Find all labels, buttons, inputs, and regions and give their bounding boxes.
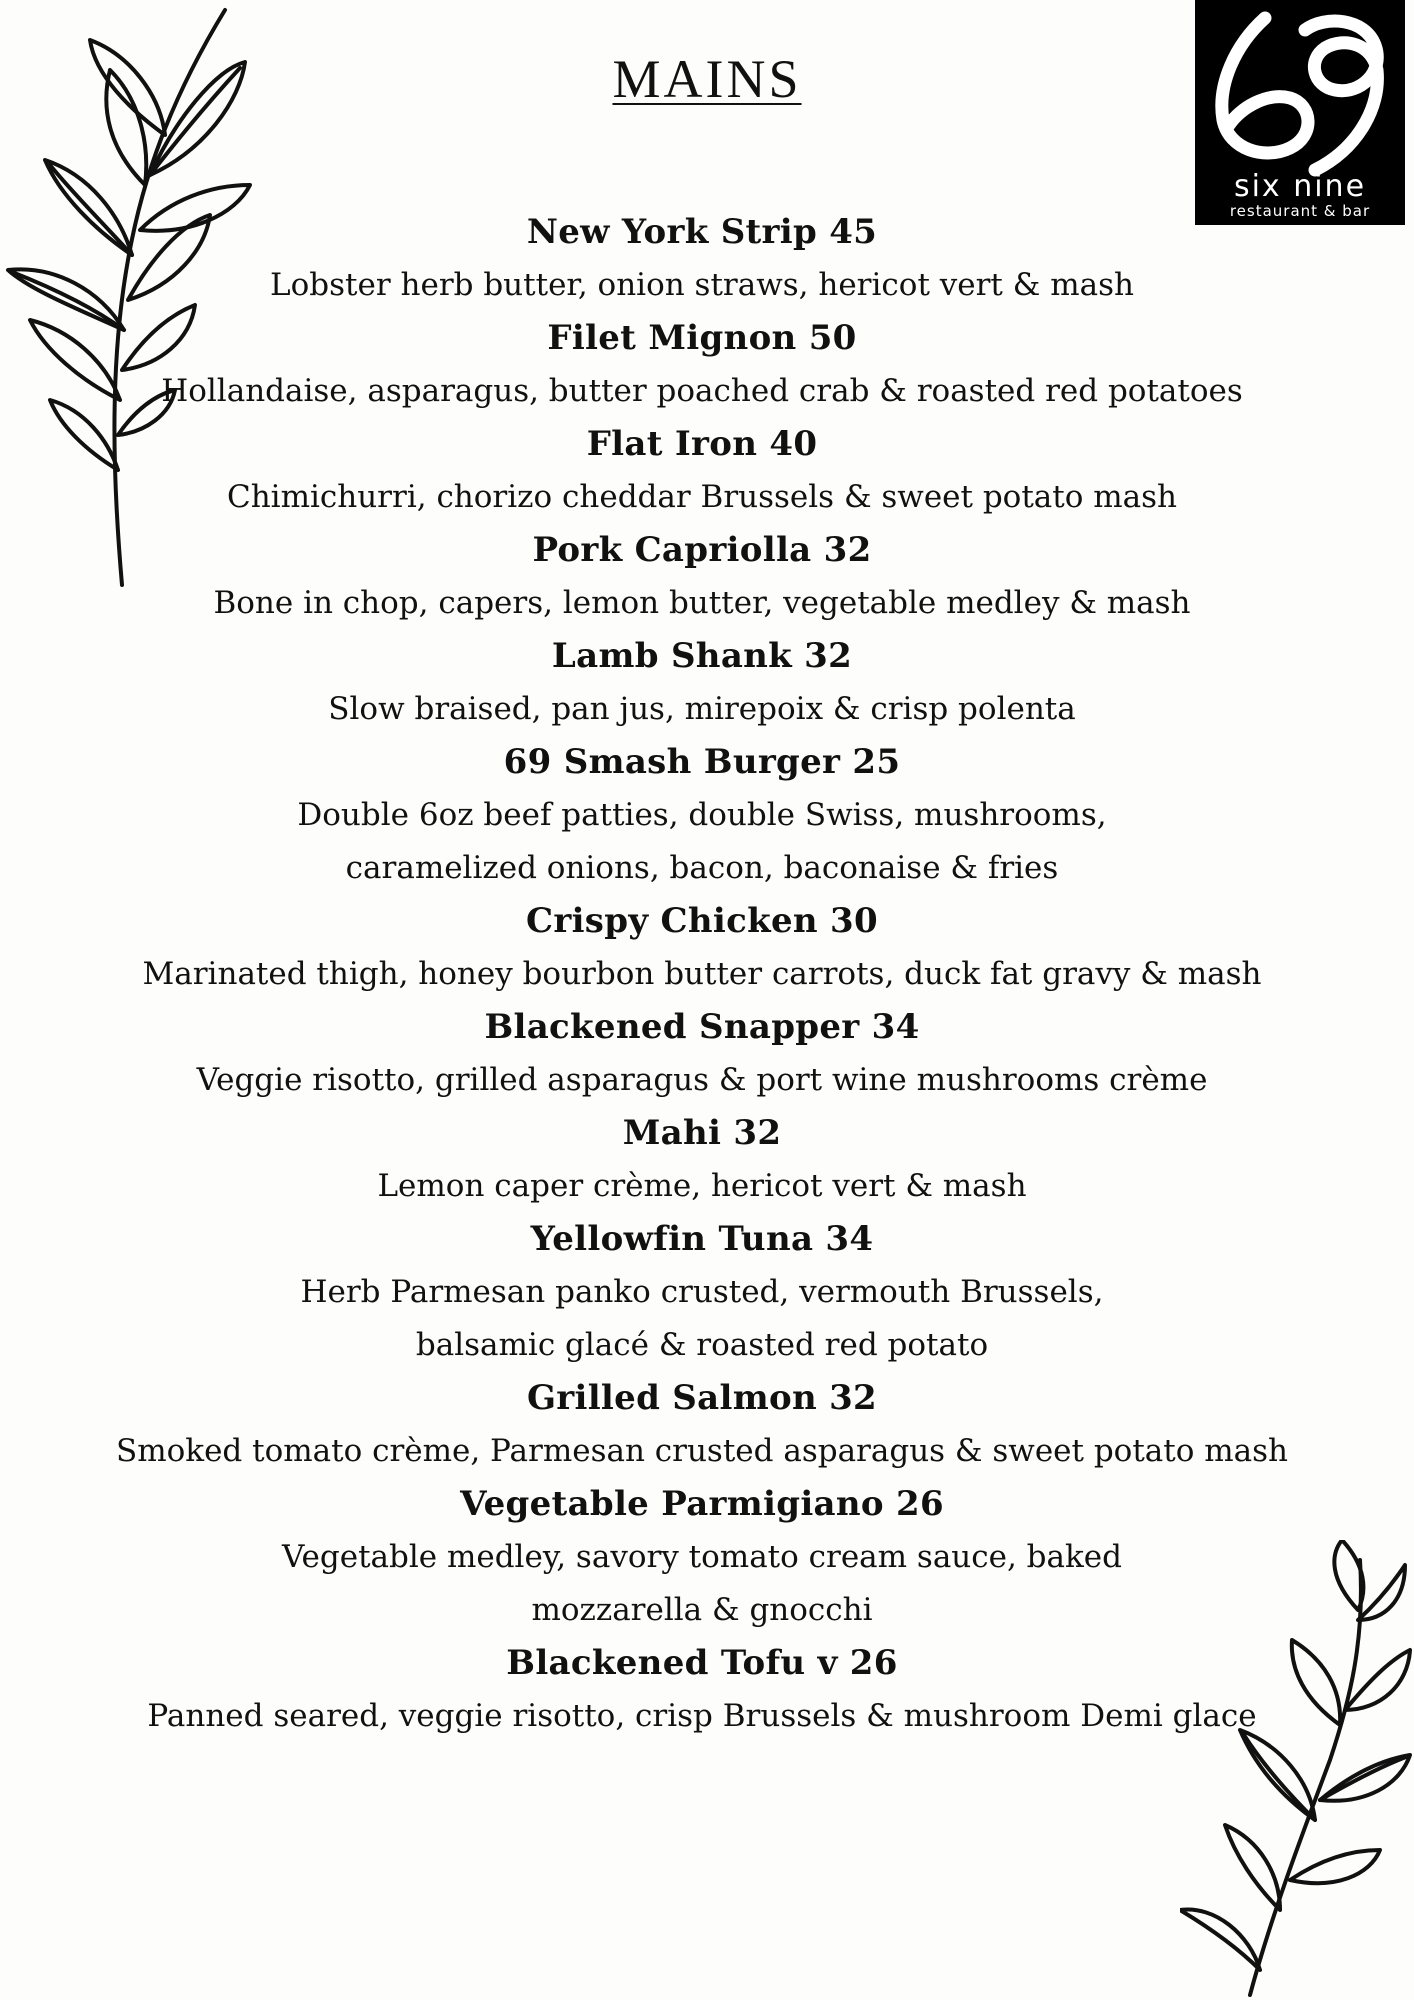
logo-69-icon (1195, 0, 1405, 225)
menu-item-description: Lemon caper crème, hericot vert & mash (377, 1168, 1027, 1204)
logo-tagline: restaurant & bar (1229, 202, 1371, 220)
menu-item (90, 312, 1314, 418)
menu-item-name: Pork Capriolla 32 (532, 530, 872, 570)
menu-item (90, 1001, 1314, 1107)
menu-item-description: Chimichurri, chorizo cheddar Brussels & sweet potato mash (226, 479, 1178, 515)
menu-item (90, 1213, 1314, 1372)
menu-item-name: Flat Iron 40 (586, 424, 818, 464)
menu-item (90, 206, 1314, 312)
menu-item-name: Yellowfin Tuna 34 (530, 1219, 874, 1259)
menu-item-description: Panned seared, veggie risotto, crisp Brussels & mushroom Demi glace (147, 1698, 1257, 1734)
menu-item-description: Vegetable medley, savory tomato cream sauce, baked mozzarella & gnocchi (282, 1539, 1122, 1628)
leaf-branch-right-icon (1180, 1540, 1414, 2000)
menu-item-description: Bone in chop, capers, lemon butter, vegetable medley & mash (213, 585, 1191, 621)
menu-item-description: Herb Parmesan panko crusted, vermouth Brussels, balsamic glacé & roasted red potato (300, 1274, 1104, 1363)
menu-item (90, 1372, 1314, 1478)
menu-item-description: Double 6oz beef patties, double Swiss, mushrooms, caramelized onions, bacon, baconaise & fries (297, 797, 1107, 886)
menu-item-name: Lamb Shank 32 (551, 636, 853, 676)
menu-item-description: Veggie risotto, grilled asparagus & port wine mushrooms crème (196, 1062, 1208, 1098)
menu-item-name: Filet Mignon 50 (547, 318, 857, 358)
menu-item-description: Smoked tomato crème, Parmesan crusted asparagus & sweet potato mash (115, 1433, 1288, 1469)
menu-item-description: Slow braised, pan jus, mirepoix & crisp polenta (328, 691, 1076, 727)
menu-item-description: Hollandaise, asparagus, butter poached crab & roasted red potatoes (161, 373, 1243, 409)
menu-item-name: Mahi 32 (622, 1113, 782, 1153)
menu-item (90, 524, 1314, 630)
menu-item (90, 1637, 1314, 1743)
menu-item-name: Blackened Tofu v 26 (506, 1643, 898, 1683)
menu-item-name: Blackened Snapper 34 (484, 1007, 920, 1047)
menu-item-description: Lobster herb butter, onion straws, hericot vert & mash (270, 267, 1134, 303)
menu-item (90, 1107, 1314, 1213)
menu-item-name: Vegetable Parmigiano 26 (460, 1484, 944, 1524)
page-title-text: MAINS (612, 49, 802, 109)
menu-item-name: New York Strip 45 (526, 212, 878, 252)
menu-list (90, 206, 1314, 1743)
menu-item-name: Crispy Chicken 30 (526, 901, 878, 941)
restaurant-logo (1195, 0, 1405, 225)
menu-item (90, 1478, 1314, 1637)
menu-item-description: Marinated thigh, honey bourbon butter carrots, duck fat gravy & mash (142, 956, 1262, 992)
logo-name: six nine (1233, 169, 1367, 204)
menu-item (90, 895, 1314, 1001)
menu-item (90, 630, 1314, 736)
menu-item-name: Grilled Salmon 32 (526, 1378, 878, 1418)
menu-item (90, 418, 1314, 524)
menu-item (90, 736, 1314, 895)
menu-item-name: 69 Smash Burger 25 (503, 742, 901, 782)
